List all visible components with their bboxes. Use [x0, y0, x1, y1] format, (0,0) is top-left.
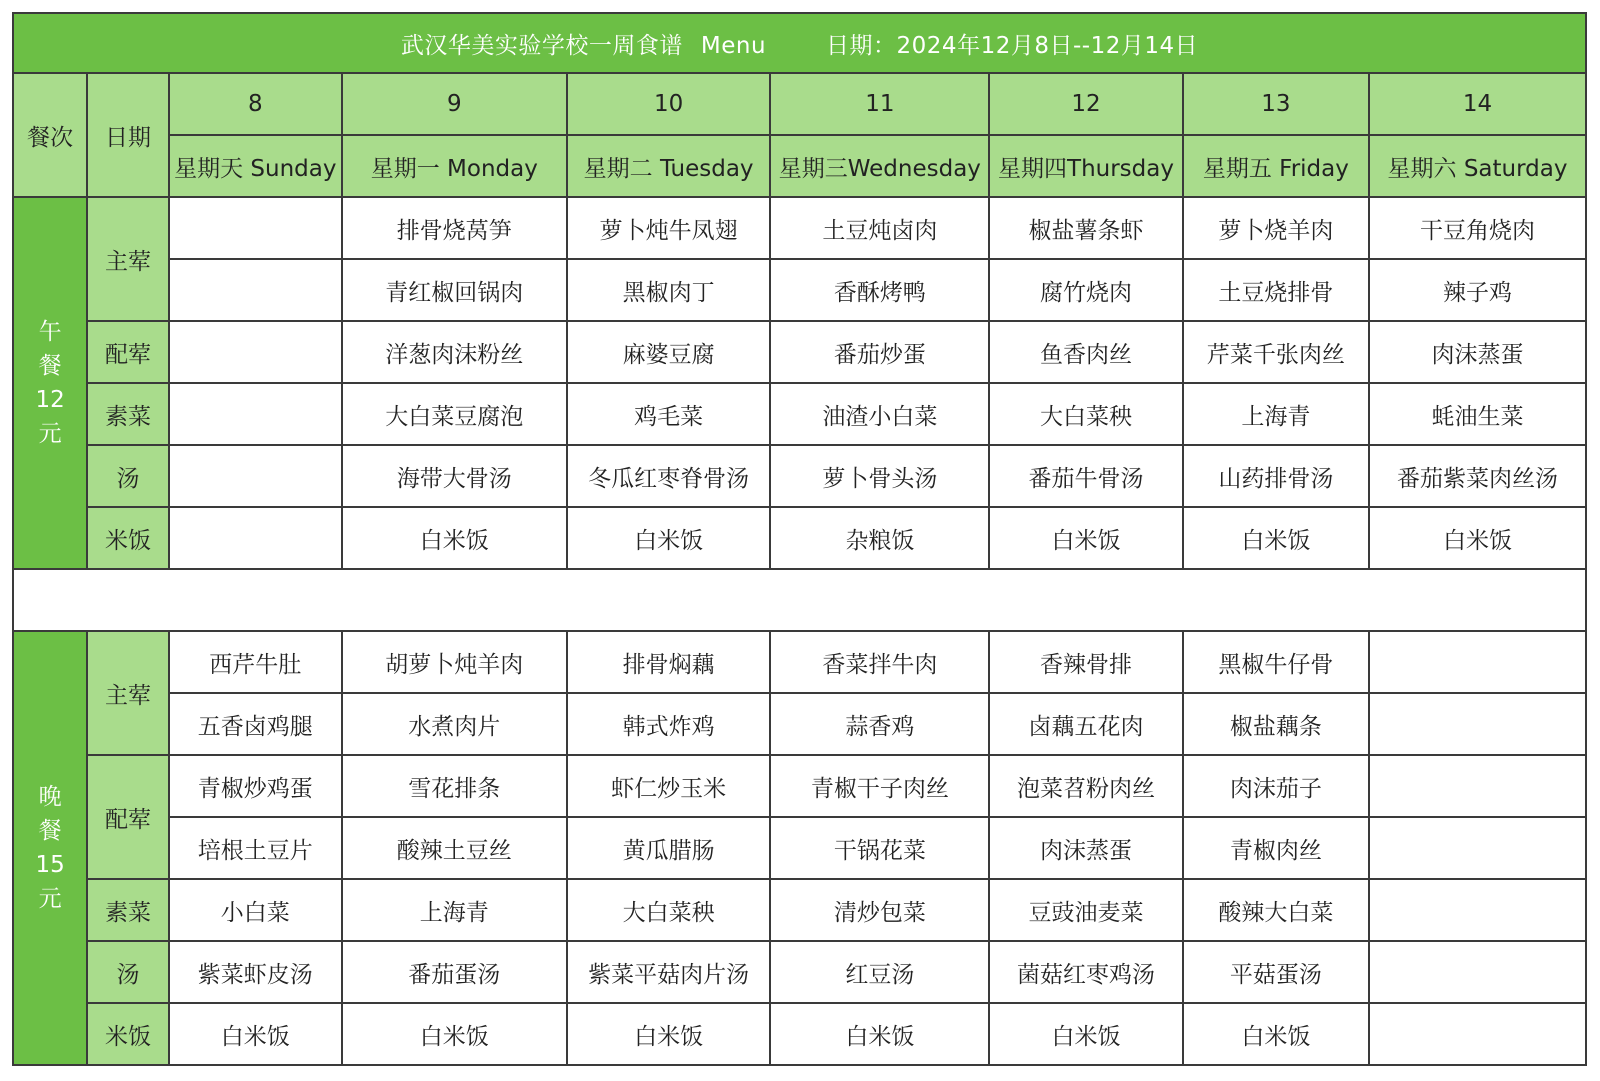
dish-cell: 韩式炸鸡 — [567, 693, 771, 755]
lunch-row — [13, 507, 1586, 569]
dish-cell: 青椒肉丝 — [1183, 817, 1369, 879]
dish-cell — [1369, 879, 1586, 941]
dish-cell: 洋葱肉沫粉丝 — [342, 321, 567, 383]
lunch-meal-char: 元 — [38, 421, 62, 447]
dinner-row — [13, 631, 1586, 693]
dinner-row — [13, 1003, 1586, 1065]
dish-cell: 白米饭 — [342, 507, 567, 569]
header-dates-row — [13, 73, 1586, 135]
dish-cell: 山药排骨汤 — [1183, 445, 1369, 507]
dish-cell: 大白菜秧 — [989, 383, 1182, 445]
dish-cell: 萝卜骨头汤 — [770, 445, 989, 507]
dish-cell: 冬瓜红枣脊骨汤 — [567, 445, 771, 507]
weekday-cell: 星期天 Sunday — [169, 135, 342, 197]
dish-cell — [169, 507, 342, 569]
date-cell: 9 — [342, 73, 567, 135]
dinner-row — [13, 755, 1586, 817]
lunch-row — [13, 321, 1586, 383]
dish-cell: 酸辣大白菜 — [1183, 879, 1369, 941]
dish-cell — [1369, 1003, 1586, 1065]
dish-cell: 卤藕五花肉 — [989, 693, 1182, 755]
dish-cell — [1369, 631, 1586, 693]
date-cell: 14 — [1369, 73, 1586, 135]
dish-cell: 番茄炒蛋 — [770, 321, 989, 383]
dinner-meal-label — [13, 631, 87, 1065]
dish-cell — [1369, 755, 1586, 817]
dish-cell: 番茄紫菜肉丝汤 — [1369, 445, 1586, 507]
spacer-cell — [13, 569, 1586, 631]
dish-cell: 番茄牛骨汤 — [989, 445, 1182, 507]
dish-cell: 小白菜 — [169, 879, 342, 941]
dish-cell: 白米饭 — [342, 1003, 567, 1065]
dish-cell — [169, 445, 342, 507]
date-cell: 12 — [989, 73, 1182, 135]
dish-cell: 黑椒牛仔骨 — [1183, 631, 1369, 693]
dish-cell: 大白菜豆腐泡 — [342, 383, 567, 445]
dish-cell: 肉沫蒸蛋 — [1369, 321, 1586, 383]
lunch-category-rice: 米饭 — [87, 507, 168, 569]
dinner-meal-char: 元 — [38, 886, 62, 912]
title-row — [13, 13, 1586, 73]
dish-cell: 青椒炒鸡蛋 — [169, 755, 342, 817]
lunch-row — [13, 197, 1586, 259]
dish-cell: 紫菜虾皮汤 — [169, 941, 342, 1003]
dish-cell: 青椒干子肉丝 — [770, 755, 989, 817]
dinner-row — [13, 879, 1586, 941]
dish-cell: 紫菜平菇肉片汤 — [567, 941, 771, 1003]
dish-cell: 腐竹烧肉 — [989, 259, 1182, 321]
lunch-row — [13, 383, 1586, 445]
dinner-row — [13, 817, 1586, 879]
dish-cell: 白米饭 — [1183, 507, 1369, 569]
dish-cell: 雪花排条 — [342, 755, 567, 817]
lunch-meal-char: 餐 — [38, 353, 62, 379]
dish-cell: 上海青 — [1183, 383, 1369, 445]
date-cell: 8 — [169, 73, 342, 135]
dish-cell: 芹菜千张肉丝 — [1183, 321, 1369, 383]
dish-cell: 萝卜烧羊肉 — [1183, 197, 1369, 259]
lunch-row — [13, 259, 1586, 321]
dish-cell: 排骨焖藕 — [567, 631, 771, 693]
dish-cell: 萝卜炖牛凤翅 — [567, 197, 771, 259]
dish-cell: 培根土豆片 — [169, 817, 342, 879]
dinner-row — [13, 693, 1586, 755]
dish-cell: 蒜香鸡 — [770, 693, 989, 755]
header-weekdays-row — [13, 135, 1586, 197]
dish-cell: 香酥烤鸭 — [770, 259, 989, 321]
dish-cell: 胡萝卜炖羊肉 — [342, 631, 567, 693]
lunch-category-soup: 汤 — [87, 445, 168, 507]
dish-cell: 白米饭 — [1369, 507, 1586, 569]
date-range: 日期：2024年12月8日--12月14日 — [826, 32, 1199, 59]
dish-cell: 白米饭 — [567, 1003, 771, 1065]
dinner-category-veg: 素菜 — [87, 879, 168, 941]
dish-cell: 黑椒肉丁 — [567, 259, 771, 321]
dish-cell: 泡菜苕粉肉丝 — [989, 755, 1182, 817]
dish-cell: 鸡毛菜 — [567, 383, 771, 445]
dish-cell: 青红椒回锅肉 — [342, 259, 567, 321]
dish-cell: 黄瓜腊肠 — [567, 817, 771, 879]
dish-cell: 清炒包菜 — [770, 879, 989, 941]
dish-cell — [1369, 693, 1586, 755]
dish-cell: 辣子鸡 — [1369, 259, 1586, 321]
dish-cell: 排骨烧莴笋 — [342, 197, 567, 259]
weekday-cell: 星期二 Tuesday — [567, 135, 771, 197]
dish-cell: 五香卤鸡腿 — [169, 693, 342, 755]
dinner-row — [13, 941, 1586, 1003]
dish-cell: 肉沫蒸蛋 — [989, 817, 1182, 879]
lunch-category-main: 主荤 — [87, 197, 168, 321]
dish-cell: 上海青 — [342, 879, 567, 941]
dish-cell: 红豆汤 — [770, 941, 989, 1003]
lunch-category-veg: 素菜 — [87, 383, 168, 445]
dinner-meal-char: 15 — [35, 852, 65, 878]
weekday-cell: 星期三Wednesday — [770, 135, 989, 197]
date-cell: 10 — [567, 73, 771, 135]
dish-cell: 菌菇红枣鸡汤 — [989, 941, 1182, 1003]
date-column-header: 日期 — [87, 73, 168, 197]
dish-cell: 干锅花菜 — [770, 817, 989, 879]
school-title: 武汉华美实验学校一周食谱 — [400, 32, 683, 59]
lunch-meal-char: 12 — [35, 387, 65, 413]
dish-cell: 西芹牛肚 — [169, 631, 342, 693]
weekday-cell: 星期五 Friday — [1183, 135, 1369, 197]
dish-cell: 麻婆豆腐 — [567, 321, 771, 383]
dish-cell: 虾仁炒玉米 — [567, 755, 771, 817]
dish-cell: 水煮肉片 — [342, 693, 567, 755]
dish-cell: 土豆烧排骨 — [1183, 259, 1369, 321]
weekday-cell: 星期一 Monday — [342, 135, 567, 197]
weekly-menu-table — [12, 12, 1587, 1066]
dish-cell: 土豆炖卤肉 — [770, 197, 989, 259]
dish-cell — [169, 383, 342, 445]
dinner-meal-char: 晚 — [38, 784, 62, 810]
dish-cell: 蚝油生菜 — [1369, 383, 1586, 445]
dish-cell: 肉沫茄子 — [1183, 755, 1369, 817]
dish-cell: 大白菜秧 — [567, 879, 771, 941]
dish-cell: 白米饭 — [169, 1003, 342, 1065]
date-cell: 13 — [1183, 73, 1369, 135]
dish-cell: 酸辣土豆丝 — [342, 817, 567, 879]
weekday-cell: 星期四Thursday — [989, 135, 1182, 197]
dish-cell — [1369, 941, 1586, 1003]
dish-cell: 白米饭 — [770, 1003, 989, 1065]
lunch-row — [13, 445, 1586, 507]
lunch-meal-char: 午 — [38, 319, 62, 345]
lunch-category-side: 配荤 — [87, 321, 168, 383]
menu-title — [13, 13, 1586, 73]
dish-cell — [169, 321, 342, 383]
menu-word: Menu — [700, 32, 767, 59]
dinner-category-main: 主荤 — [87, 631, 168, 755]
spacer-row — [13, 569, 1586, 631]
dinner-category-side: 配荤 — [87, 755, 168, 879]
dish-cell: 香辣骨排 — [989, 631, 1182, 693]
dish-cell: 平菇蛋汤 — [1183, 941, 1369, 1003]
dish-cell: 香菜拌牛肉 — [770, 631, 989, 693]
dish-cell: 番茄蛋汤 — [342, 941, 567, 1003]
dish-cell: 白米饭 — [567, 507, 771, 569]
dish-cell: 海带大骨汤 — [342, 445, 567, 507]
dish-cell: 白米饭 — [989, 1003, 1182, 1065]
dish-cell: 干豆角烧肉 — [1369, 197, 1586, 259]
dish-cell: 白米饭 — [989, 507, 1182, 569]
dish-cell: 白米饭 — [1183, 1003, 1369, 1065]
lunch-meal-label — [13, 197, 87, 569]
dinner-category-rice: 米饭 — [87, 1003, 168, 1065]
dish-cell: 油渣小白菜 — [770, 383, 989, 445]
dish-cell — [169, 197, 342, 259]
dish-cell: 椒盐藕条 — [1183, 693, 1369, 755]
dinner-category-soup: 汤 — [87, 941, 168, 1003]
dish-cell: 椒盐薯条虾 — [989, 197, 1182, 259]
date-cell: 11 — [770, 73, 989, 135]
dish-cell — [1369, 817, 1586, 879]
dinner-meal-char: 餐 — [38, 818, 62, 844]
dish-cell — [169, 259, 342, 321]
dish-cell: 杂粮饭 — [770, 507, 989, 569]
dish-cell: 豆豉油麦菜 — [989, 879, 1182, 941]
dish-cell: 鱼香肉丝 — [989, 321, 1182, 383]
meal-column-header: 餐次 — [13, 73, 87, 197]
weekday-cell: 星期六 Saturday — [1369, 135, 1586, 197]
